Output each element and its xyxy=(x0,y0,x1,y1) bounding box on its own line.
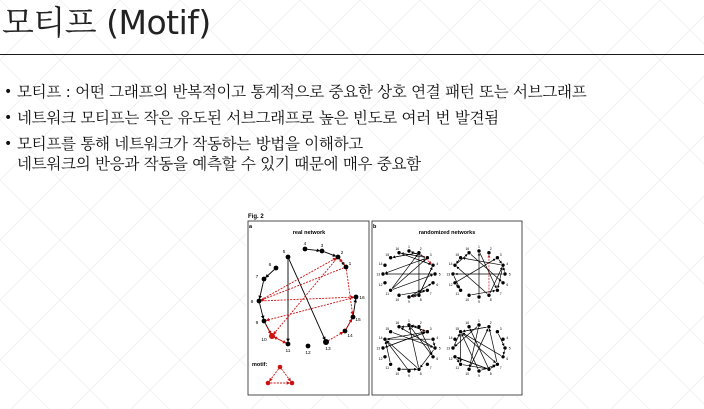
random-network-node xyxy=(487,368,490,371)
network-node xyxy=(286,342,291,347)
random-network-node xyxy=(501,337,504,340)
random-node-label: 3 xyxy=(429,326,432,331)
bullet-marker: • xyxy=(4,110,12,126)
slide-title: 모티프 (Motif) xyxy=(2,3,211,42)
random-node-label: 7 xyxy=(499,292,502,297)
random-network-node xyxy=(431,281,434,284)
motif-edge xyxy=(346,269,352,314)
random-network-node xyxy=(407,323,410,326)
random-network-node xyxy=(381,272,384,275)
random-node-label: 3 xyxy=(499,326,502,331)
network-node xyxy=(354,295,359,300)
random-network-edge xyxy=(456,359,459,363)
random-node-label: 11 xyxy=(455,292,460,297)
random-network-node xyxy=(431,263,434,266)
node-label: 15 xyxy=(355,318,361,323)
random-network-node xyxy=(389,363,392,366)
random-node-label: 8 xyxy=(489,371,492,376)
random-network-node xyxy=(487,325,490,328)
random-network-node xyxy=(459,256,462,259)
random-network-node xyxy=(426,256,429,259)
node-label: 13 xyxy=(325,347,331,352)
randomized-networks-graphs xyxy=(376,245,510,378)
network-node xyxy=(306,344,311,349)
random-network-edge xyxy=(385,333,425,348)
node-label: 10 xyxy=(261,338,267,343)
random-node-label: 12 xyxy=(378,283,383,288)
motif-example-edge xyxy=(269,369,278,381)
motif-figure-graphic xyxy=(246,211,525,396)
bullet-item xyxy=(4,108,704,128)
network-node xyxy=(320,249,325,254)
random-network-edge xyxy=(392,255,417,289)
random-node-label: 16 xyxy=(465,247,470,252)
random-network-node xyxy=(487,251,490,254)
random-node-label: 15 xyxy=(385,326,390,331)
random-network-node xyxy=(407,249,410,252)
random-network-node xyxy=(417,325,420,328)
random-node-label: 13 xyxy=(446,272,451,277)
random-network-node xyxy=(389,256,392,259)
random-network-node xyxy=(383,263,386,266)
random-node-label: 9 xyxy=(408,300,410,305)
bullet-text: 네트워크 모티프는 작은 유도된 서브그래프로 높은 빈도로 여러 번 발견됨 xyxy=(17,109,499,127)
random-network-node xyxy=(496,330,499,333)
real-network-edge xyxy=(324,252,336,256)
random-node-label: 2 xyxy=(419,247,422,252)
random-node-label: 2 xyxy=(419,321,422,326)
network-node xyxy=(286,255,291,260)
random-network-node xyxy=(451,346,454,349)
motif-edge xyxy=(328,332,343,341)
random-node-label: 6 xyxy=(506,357,509,362)
random-node-label: 14 xyxy=(448,261,453,266)
random-network-node xyxy=(431,337,434,340)
bullet-text: 모티프 : 어떤 그래프의 반복적이고 통계적으로 중요한 상호 연결 패턴 또는 서브그래프 xyxy=(17,83,587,101)
random-network-node xyxy=(477,323,480,326)
random-network-node xyxy=(383,281,386,284)
random-node-label: 5 xyxy=(508,346,511,351)
bullet-item xyxy=(4,82,704,102)
random-node-label: 11 xyxy=(385,292,390,297)
random-network-edge xyxy=(457,259,495,282)
random-node-label: 1 xyxy=(478,318,480,323)
motif-label: motif: xyxy=(252,362,268,368)
random-node-label: 15 xyxy=(455,326,460,331)
random-node-label: 9 xyxy=(478,374,480,379)
random-network-edge xyxy=(434,342,435,346)
random-network-node xyxy=(431,355,434,358)
motif-figure xyxy=(246,211,525,396)
random-network-node xyxy=(407,295,410,298)
random-node-label: 16 xyxy=(395,321,400,326)
motif-example xyxy=(266,365,295,386)
real-network-edge xyxy=(260,281,264,298)
network-node xyxy=(303,247,308,252)
random-network-edge xyxy=(463,327,487,331)
random-network-node xyxy=(407,369,410,372)
random-network-node xyxy=(501,263,504,266)
random-node-label: 12 xyxy=(378,357,383,362)
random-node-label: 13 xyxy=(376,272,381,277)
random-network-node xyxy=(453,281,456,284)
random-node-label: 15 xyxy=(455,252,460,257)
random-network-node xyxy=(467,294,470,297)
bullet-marker: • xyxy=(4,136,12,152)
real-network-graph xyxy=(251,241,365,356)
real-network-edge xyxy=(353,299,355,314)
random-node-label: 12 xyxy=(448,283,453,288)
panel-b-title: randomized networks xyxy=(418,230,476,236)
random-network-edge xyxy=(480,253,496,288)
random-network-node xyxy=(487,294,490,297)
random-node-label: 10 xyxy=(395,297,400,302)
random-node-label: 3 xyxy=(499,252,502,257)
random-node-label: 13 xyxy=(446,346,451,351)
bullet-marker: • xyxy=(4,84,12,100)
random-node-label: 1 xyxy=(408,318,410,323)
random-network-node xyxy=(496,256,499,259)
random-network-node xyxy=(389,289,392,292)
random-node-label: 14 xyxy=(378,261,383,266)
random-network-node xyxy=(417,368,420,371)
random-network-edge xyxy=(393,275,433,290)
random-network-node xyxy=(417,251,420,254)
panel-a-frame xyxy=(248,221,369,395)
motif-edge xyxy=(274,259,337,334)
motif-example-edge xyxy=(281,369,290,381)
random-node-label: 8 xyxy=(489,297,492,302)
random-network-edge xyxy=(462,333,495,362)
random-network-node xyxy=(496,363,499,366)
random-node-label: 3 xyxy=(429,252,432,257)
random-network-node xyxy=(477,369,480,372)
real-network-edge xyxy=(307,249,319,250)
random-network-edge xyxy=(504,350,505,354)
node-label: 9 xyxy=(255,321,259,326)
random-network-node xyxy=(496,289,499,292)
random-node-label: 16 xyxy=(465,321,470,326)
random-network-edge xyxy=(489,329,496,362)
node-label: 8 xyxy=(250,300,254,305)
title-divider xyxy=(0,54,704,55)
random-node-label: 12 xyxy=(448,357,453,362)
node-label: 6 xyxy=(268,263,272,268)
random-node-label: 2 xyxy=(489,321,492,326)
random-network-node xyxy=(383,337,386,340)
random-network-edge xyxy=(504,268,505,272)
random-node-label: 11 xyxy=(455,366,460,371)
random-network-node xyxy=(453,355,456,358)
motif-edge xyxy=(261,268,344,300)
random-network-node xyxy=(433,346,436,349)
random-network-node xyxy=(477,295,480,298)
network-node xyxy=(269,333,275,339)
random-node-label: 10 xyxy=(465,297,470,302)
network-node xyxy=(343,329,348,334)
random-node-label: 11 xyxy=(385,366,390,371)
panel-a-letter: a xyxy=(249,224,253,230)
network-node xyxy=(274,266,279,271)
random-node-label: 5 xyxy=(438,272,441,277)
random-network-node xyxy=(453,263,456,266)
random-network-node xyxy=(426,330,429,333)
random-node-label: 4 xyxy=(436,261,439,266)
random-node-label: 10 xyxy=(465,371,470,376)
motif-example-node xyxy=(278,365,283,370)
random-network-node xyxy=(389,330,392,333)
random-node-label: 9 xyxy=(408,374,410,379)
random-network-node xyxy=(426,363,429,366)
random-node-label: 5 xyxy=(508,272,511,277)
random-network-node xyxy=(381,346,384,349)
node-label: 11 xyxy=(285,349,291,354)
random-network-node xyxy=(467,251,470,254)
network-node xyxy=(262,319,267,324)
motif-edge xyxy=(266,298,353,321)
random-network-node xyxy=(501,281,504,284)
node-label: 16 xyxy=(359,296,365,301)
bullet-text: 모티프를 통해 네트워크가 작동하는 방법을 이해하고 xyxy=(17,135,363,153)
motif-edge xyxy=(261,258,336,300)
random-node-label: 4 xyxy=(506,335,509,340)
random-network-node xyxy=(501,355,504,358)
random-node-label: 1 xyxy=(478,244,480,249)
random-network-node xyxy=(459,330,462,333)
random-node-label: 8 xyxy=(419,371,422,376)
random-network-node xyxy=(459,289,462,292)
network-node xyxy=(323,339,329,345)
node-label: 7 xyxy=(255,275,259,280)
figure-caption: Fig. 2 xyxy=(248,214,264,220)
motif-edge xyxy=(274,337,286,343)
random-node-label: 2 xyxy=(489,247,492,252)
panel-b-letter: b xyxy=(373,224,377,230)
random-node-label: 6 xyxy=(506,283,509,288)
random-node-label: 10 xyxy=(395,371,400,376)
random-network-node xyxy=(397,368,400,371)
random-node-label: 15 xyxy=(385,252,390,257)
random-network-node xyxy=(451,272,454,275)
motif-example-node xyxy=(266,381,271,386)
random-node-label: 1 xyxy=(408,244,410,249)
random-node-label: 14 xyxy=(448,335,453,340)
random-node-label: 9 xyxy=(478,300,480,305)
node-label: 5 xyxy=(282,250,286,255)
random-network-node xyxy=(397,294,400,297)
random-network-node xyxy=(459,363,462,366)
random-network-node xyxy=(397,251,400,254)
random-network-node xyxy=(467,368,470,371)
random-network-node xyxy=(426,289,429,292)
random-node-label: 4 xyxy=(506,261,509,266)
random-network-node xyxy=(503,272,506,275)
random-node-label: 16 xyxy=(395,247,400,252)
random-network-edge xyxy=(463,333,501,356)
random-network-node xyxy=(397,325,400,328)
random-network-edge xyxy=(499,260,502,264)
motif-edge xyxy=(339,259,344,265)
random-node-label: 5 xyxy=(438,346,441,351)
random-network-node xyxy=(433,272,436,275)
node-label: 2 xyxy=(340,251,344,256)
random-network-node xyxy=(383,355,386,358)
node-label: 12 xyxy=(305,351,311,356)
network-node xyxy=(257,299,262,304)
random-node-label: 8 xyxy=(419,297,422,302)
random-node-label: 6 xyxy=(436,283,439,288)
node-label: 14 xyxy=(347,334,353,339)
random-network-node xyxy=(477,249,480,252)
random-node-label: 7 xyxy=(429,292,432,297)
random-node-label: 6 xyxy=(436,357,439,362)
random-network-edge xyxy=(471,291,495,295)
bullet-list xyxy=(4,82,704,180)
motif-example-node xyxy=(290,381,295,386)
node-label: 1 xyxy=(348,262,352,267)
bullet-text: 네트워크의 반응과 작동을 예측할 수 있기 때문에 매우 중요함 xyxy=(17,155,421,173)
node-label: 4 xyxy=(303,242,307,247)
random-network-node xyxy=(453,337,456,340)
node-label: 3 xyxy=(320,244,324,249)
random-network-node xyxy=(417,294,420,297)
real-network-edge xyxy=(260,303,264,318)
network-node xyxy=(262,277,267,282)
random-node-label: 14 xyxy=(378,335,383,340)
random-node-label: 13 xyxy=(376,346,381,351)
random-node-label: 7 xyxy=(499,366,502,371)
random-node-label: 4 xyxy=(436,335,439,340)
real-network-edge xyxy=(266,270,274,278)
random-node-label: 7 xyxy=(429,366,432,371)
random-network-node xyxy=(503,346,506,349)
bullet-item xyxy=(4,134,704,174)
random-network-node xyxy=(467,325,470,328)
panel-a-title: real network xyxy=(292,230,326,236)
